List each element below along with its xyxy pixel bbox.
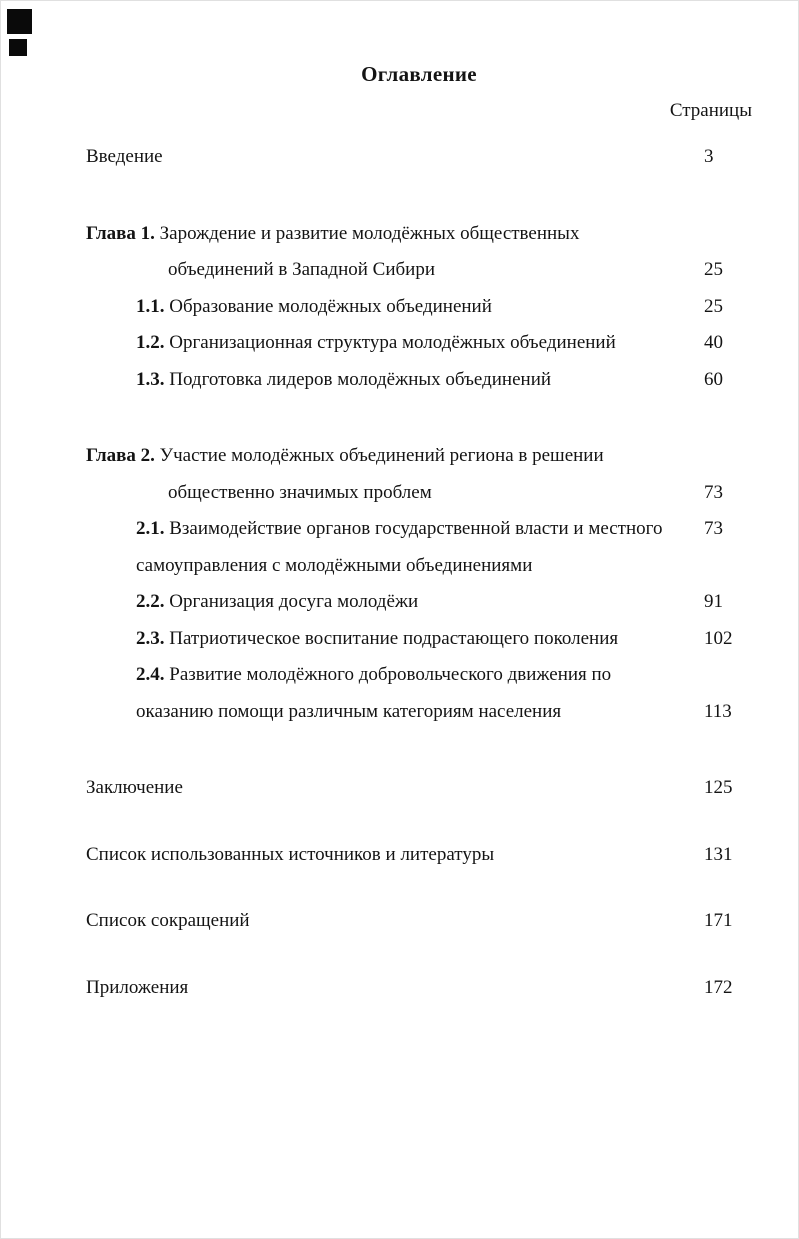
toc-entry-text	[86, 216, 704, 253]
scan-artifact-mark	[7, 9, 32, 34]
toc-entry	[86, 770, 752, 807]
toc-entry	[86, 584, 752, 621]
toc-entry-text	[86, 362, 704, 399]
toc-entry	[86, 621, 752, 658]
toc-entry	[86, 970, 752, 1007]
toc-entry-title: оказанию помощи различным категориям населения	[136, 700, 562, 722]
toc-entry-page	[704, 548, 752, 585]
toc-entry-number: 2.3.	[136, 627, 165, 649]
toc-entry	[86, 837, 752, 874]
toc-entry-text	[86, 621, 704, 658]
toc-entry-page: 40	[704, 332, 723, 353]
toc-entry-title: самоуправления с молодёжными объединениями	[136, 554, 533, 576]
toc-entry-number: 1.2.	[136, 332, 165, 353]
toc-entry-page: 25	[704, 295, 723, 317]
toc-entry	[86, 903, 752, 940]
toc-entry-title: Подготовка лидеров молодёжных объединений	[169, 368, 552, 390]
toc-entry	[86, 362, 752, 399]
scan-artifact-mark	[9, 39, 27, 56]
toc-entry-page: 125	[704, 777, 733, 798]
toc-entry-text	[86, 770, 704, 807]
toc-section	[86, 837, 752, 874]
toc-entry	[86, 216, 752, 253]
toc-entry-title: общественно значимых проблем	[168, 481, 432, 503]
toc-entry-page: 91	[704, 591, 723, 612]
toc-entry-title: Зарождение и развитие молодёжных общественных	[159, 222, 580, 244]
toc-entry-text	[86, 657, 704, 694]
toc-section	[86, 139, 752, 176]
toc-entry-number: 2.2.	[136, 591, 165, 612]
toc-section	[86, 770, 752, 807]
toc	[86, 139, 752, 1006]
toc-section	[86, 970, 752, 1007]
toc-entry-page	[704, 438, 752, 475]
toc-section	[86, 903, 752, 940]
toc-entry-page: 171	[704, 910, 733, 931]
toc-entry	[86, 694, 752, 731]
toc-entry-page	[704, 657, 752, 694]
toc-entry-number: 2.1.	[136, 518, 165, 539]
toc-entry	[86, 511, 752, 548]
toc-entry-text	[86, 438, 704, 475]
toc-entry-title: Образование молодёжных объединений	[169, 295, 492, 317]
page-content	[1, 1, 798, 1006]
toc-entry-text	[86, 325, 704, 362]
toc-entry-page: 73	[704, 518, 723, 539]
pages-column-label: Страницы	[669, 100, 752, 121]
toc-entry-title: объединений в Западной Сибири	[168, 259, 436, 280]
toc-entry-page: 25	[704, 259, 723, 280]
toc-entry-text	[86, 837, 704, 874]
toc-entry-number: 1.3.	[136, 368, 165, 390]
toc-section	[86, 438, 752, 730]
toc-entry-page: 60	[704, 368, 723, 390]
toc-entry-title: Заключение	[86, 777, 183, 798]
toc-entry-page: 73	[704, 481, 723, 503]
toc-entry-title: Введение	[86, 146, 163, 167]
toc-entry-title: Приложения	[86, 976, 189, 998]
toc-entry-page: 172	[704, 976, 733, 998]
page-title: Оглавление	[361, 62, 477, 86]
toc-entry-page: 102	[704, 627, 733, 649]
toc-entry-title: Развитие молодёжного добровольческого движения по	[169, 664, 612, 685]
toc-entry-title: Патриотическое воспитание подрастающего поколения	[169, 627, 619, 649]
toc-entry-page	[704, 216, 752, 253]
toc-entry-text	[86, 511, 704, 548]
toc-entry-text	[86, 139, 704, 176]
toc-entry-text	[86, 903, 704, 940]
toc-entry-text	[86, 289, 704, 326]
toc-entry	[86, 139, 752, 176]
toc-entry-text	[86, 970, 704, 1007]
toc-entry-title: Взаимодействие органов государственной власти и местного	[169, 518, 663, 539]
toc-entry-title: Список сокращений	[86, 910, 250, 931]
toc-entry-number: 2.4.	[136, 664, 165, 685]
toc-entry-page: 3	[704, 146, 714, 167]
toc-entry-number: 1.1.	[136, 295, 165, 317]
toc-entry-title: Участие молодёжных объединений региона в решении	[159, 445, 604, 466]
toc-entry-text	[86, 252, 704, 289]
toc-entry	[86, 325, 752, 362]
toc-entry-text	[86, 475, 704, 512]
toc-entry	[86, 289, 752, 326]
toc-entry-text	[86, 694, 704, 731]
toc-entry	[86, 548, 752, 585]
toc-entry	[86, 475, 752, 512]
toc-entry-page: 131	[704, 843, 733, 865]
toc-entry-page: 113	[704, 700, 732, 722]
toc-entry	[86, 438, 752, 475]
toc-entry-text	[86, 548, 704, 585]
toc-entry-title: Организационная структура молодёжных объединений	[169, 332, 616, 353]
toc-entry-text	[86, 584, 704, 621]
toc-section	[86, 216, 752, 399]
toc-entry	[86, 657, 752, 694]
toc-entry-number: Глава 1.	[86, 222, 155, 244]
toc-entry-title: Список использованных источников и литературы	[86, 843, 495, 865]
toc-entry-title: Организация досуга молодёжи	[169, 591, 419, 612]
toc-entry-number: Глава 2.	[86, 445, 155, 466]
toc-entry	[86, 252, 752, 289]
